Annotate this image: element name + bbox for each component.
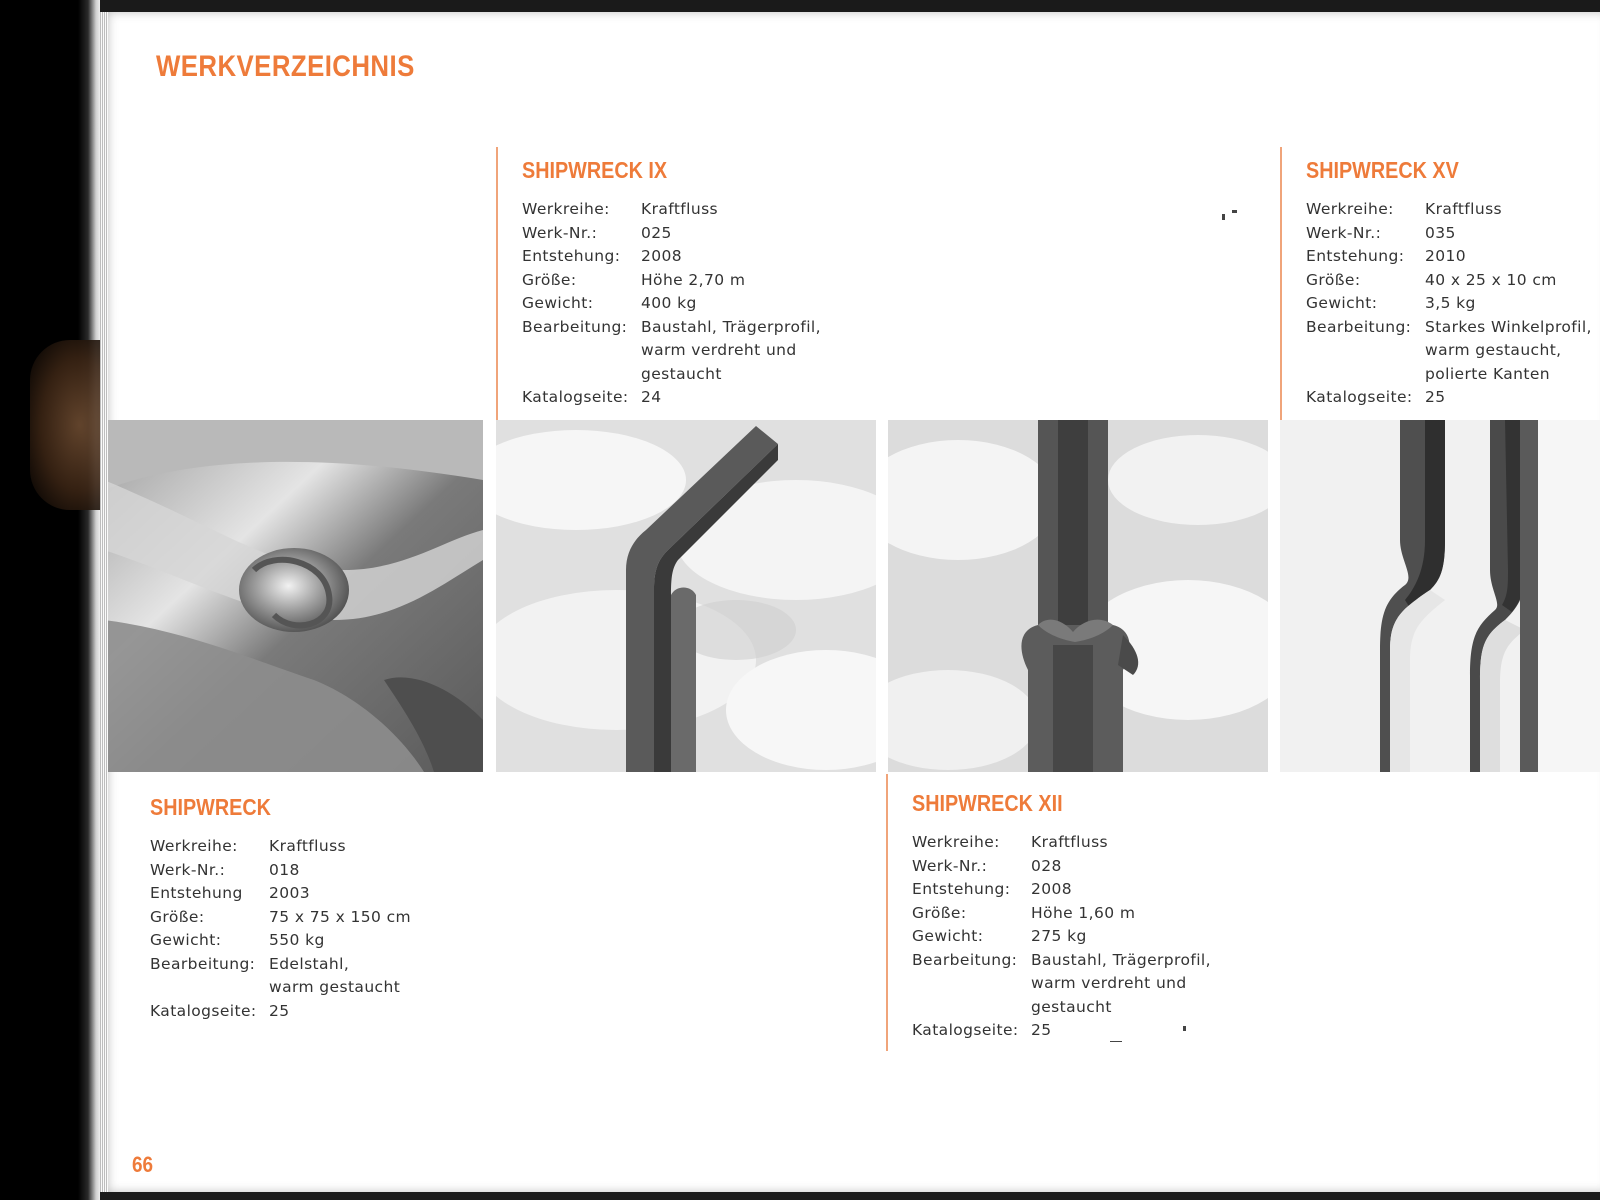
entry-title: SHIPWRECK: [150, 794, 271, 820]
spec-value: 2008: [641, 247, 683, 265]
spec-value: Kraftfluss: [641, 200, 719, 218]
spec-label: Bearbeitung:: [522, 317, 628, 336]
photo-shipwreck-xii-image: [888, 420, 1268, 772]
entry-shipwreck: [150, 784, 411, 1035]
spec-value-line: Edelstahl,: [269, 954, 350, 973]
spec-value-line: warm verdreht und: [641, 341, 797, 359]
spec-value: 018: [269, 860, 300, 879]
spec-row-gewicht: [1306, 292, 1592, 316]
spec-value: [641, 316, 821, 387]
spec-row-katalogseite: [522, 386, 821, 410]
spec-value: 25: [1425, 388, 1446, 406]
spec-table: [522, 198, 821, 410]
spec-table: [1306, 198, 1592, 410]
spec-value-line: warm verdreht und: [1031, 974, 1187, 992]
spec-row-gewicht: [150, 929, 411, 953]
spec-value: 40 x 25 x 10 cm: [1425, 270, 1557, 289]
spec-value-line: polierte Kanten: [1425, 364, 1551, 383]
entry-shipwreck-xii: [886, 774, 1211, 1051]
spec-label: Werk-Nr.:: [1306, 223, 1382, 242]
spec-label: Entstehung:: [912, 880, 1011, 898]
spec-row-katalogseite: [1306, 386, 1592, 410]
spec-row-entstehung: [150, 882, 411, 906]
spec-row-gewicht: [522, 292, 821, 316]
spec-value: [1031, 949, 1211, 1020]
spec-label: Werkreihe:: [150, 837, 238, 855]
entry-shipwreck-xv: [1280, 147, 1592, 422]
spec-value: 550 kg: [269, 931, 325, 949]
spec-row-katalogseite: [150, 1000, 411, 1024]
spec-label: Werkreihe:: [912, 833, 1000, 851]
spec-row-werkreihe: [522, 198, 821, 222]
spec-value-line: gestaucht: [641, 364, 722, 383]
spec-value: 75 x 75 x 150 cm: [269, 907, 412, 926]
spec-label: Gewicht:: [522, 294, 594, 312]
spec-label: Werk-Nr.:: [522, 223, 598, 242]
scan-speck: [1183, 1026, 1186, 1031]
spec-row-werk-nr: [912, 855, 1211, 879]
spec-row-entstehung: [912, 878, 1211, 902]
photo-shipwreck: [104, 420, 483, 772]
thumb-shadow: [30, 340, 100, 510]
spec-label: Katalogseite:: [912, 1021, 1019, 1039]
entry-title: SHIPWRECK IX: [522, 157, 668, 183]
spec-row-groesse: [150, 906, 411, 930]
spec-row-entstehung: [522, 245, 821, 269]
spec-row-werk-nr: [1306, 222, 1592, 246]
spec-label: Gewicht:: [912, 927, 984, 945]
spec-row-groesse: [522, 269, 821, 293]
entry-shipwreck-ix: [496, 147, 821, 422]
book-spine-shadow: [0, 0, 100, 1200]
spec-table: [150, 835, 411, 1023]
spec-row-gewicht: [912, 925, 1211, 949]
spec-label: Bearbeitung:: [912, 950, 1018, 969]
page-edge-lines: [100, 12, 108, 1192]
scan-speck: [1110, 1041, 1122, 1042]
spec-value: 028: [1031, 856, 1062, 875]
spec-label: Werk-Nr.:: [912, 856, 988, 875]
spec-label: Entstehung:: [1306, 247, 1405, 265]
catalog-page: [100, 12, 1600, 1192]
spec-label: Katalogseite:: [150, 1001, 257, 1020]
entry-title: SHIPWRECK XV: [1306, 157, 1459, 183]
spec-row-groesse: [1306, 269, 1592, 293]
spec-value: 24: [641, 388, 662, 406]
spec-label: Größe:: [522, 270, 577, 289]
spec-value: [269, 953, 411, 1000]
entry-title: SHIPWRECK XII: [912, 790, 1063, 816]
page-heading: WERKVERZEICHNIS: [156, 50, 415, 83]
spec-value: Kraftfluss: [269, 837, 347, 855]
spec-value: Höhe 1,60 m: [1031, 903, 1136, 922]
spec-label: Bearbeitung:: [150, 954, 256, 973]
spec-row-bearbeitung: [912, 949, 1211, 1020]
photo-shipwreck-ix: [496, 420, 876, 772]
spec-row-werkreihe: [150, 835, 411, 859]
spec-label: Entstehung:: [522, 247, 621, 265]
spec-table: [912, 831, 1211, 1043]
spec-value-line: Baustahl, Trägerprofil,: [1031, 950, 1211, 969]
spec-value: 2003: [269, 884, 311, 902]
spec-label: Größe:: [150, 907, 205, 926]
spec-value: 400 kg: [641, 294, 697, 312]
spec-value: 2008: [1031, 880, 1073, 898]
spec-value-line: Baustahl, Trägerprofil,: [641, 317, 821, 336]
spec-label: Größe:: [1306, 270, 1361, 289]
spec-row-katalogseite: [912, 1019, 1211, 1043]
spec-value: 035: [1425, 223, 1456, 242]
spec-value: Höhe 2,70 m: [641, 270, 746, 289]
spec-row-werkreihe: [912, 831, 1211, 855]
spec-label: Gewicht:: [1306, 294, 1378, 312]
spec-row-groesse: [912, 902, 1211, 926]
spec-value-line: warm gestaucht,: [1425, 341, 1562, 359]
spec-label: Werk-Nr.:: [150, 860, 226, 879]
spec-label: Größe:: [912, 903, 967, 922]
spec-row-bearbeitung: [1306, 316, 1592, 387]
spec-label: Werkreihe:: [1306, 200, 1394, 218]
spec-row-werk-nr: [522, 222, 821, 246]
spec-row-entstehung: [1306, 245, 1592, 269]
spec-row-werkreihe: [1306, 198, 1592, 222]
spec-value: [1425, 316, 1592, 387]
spec-value: 2010: [1425, 247, 1467, 265]
spec-value: Kraftfluss: [1425, 200, 1503, 218]
spec-value: 025: [641, 223, 672, 242]
spec-value: 3,5 kg: [1425, 294, 1476, 312]
spec-value: 25: [269, 1001, 290, 1020]
spec-value: Kraftfluss: [1031, 833, 1109, 851]
spec-value-line: warm gestaucht: [269, 978, 401, 996]
spec-label: Bearbeitung:: [1306, 317, 1412, 336]
photo-shipwreck-xv: [1280, 420, 1600, 772]
spec-label: Katalogseite:: [1306, 388, 1413, 406]
photo-shipwreck-xii: [888, 420, 1268, 772]
spec-label: Gewicht:: [150, 931, 222, 949]
spec-value-line: gestaucht: [1031, 997, 1112, 1016]
spec-label: Entstehung: [150, 884, 243, 902]
spec-row-bearbeitung: [150, 953, 411, 1000]
spec-row-bearbeitung: [522, 316, 821, 387]
spec-row-werk-nr: [150, 859, 411, 883]
scan-speck: [1222, 214, 1225, 220]
photo-shipwreck-image: [104, 420, 483, 772]
spec-label: Katalogseite:: [522, 388, 629, 406]
page-number: 66: [132, 1152, 154, 1177]
photo-shipwreck-xv-image: [1280, 420, 1600, 772]
spec-label: Werkreihe:: [522, 200, 610, 218]
scan-speck: [1232, 210, 1237, 213]
spec-value-line: Starkes Winkelprofil,: [1425, 317, 1592, 336]
spec-value: 275 kg: [1031, 927, 1087, 945]
photo-shipwreck-ix-image: [496, 420, 876, 772]
spec-value: 25: [1031, 1021, 1052, 1039]
